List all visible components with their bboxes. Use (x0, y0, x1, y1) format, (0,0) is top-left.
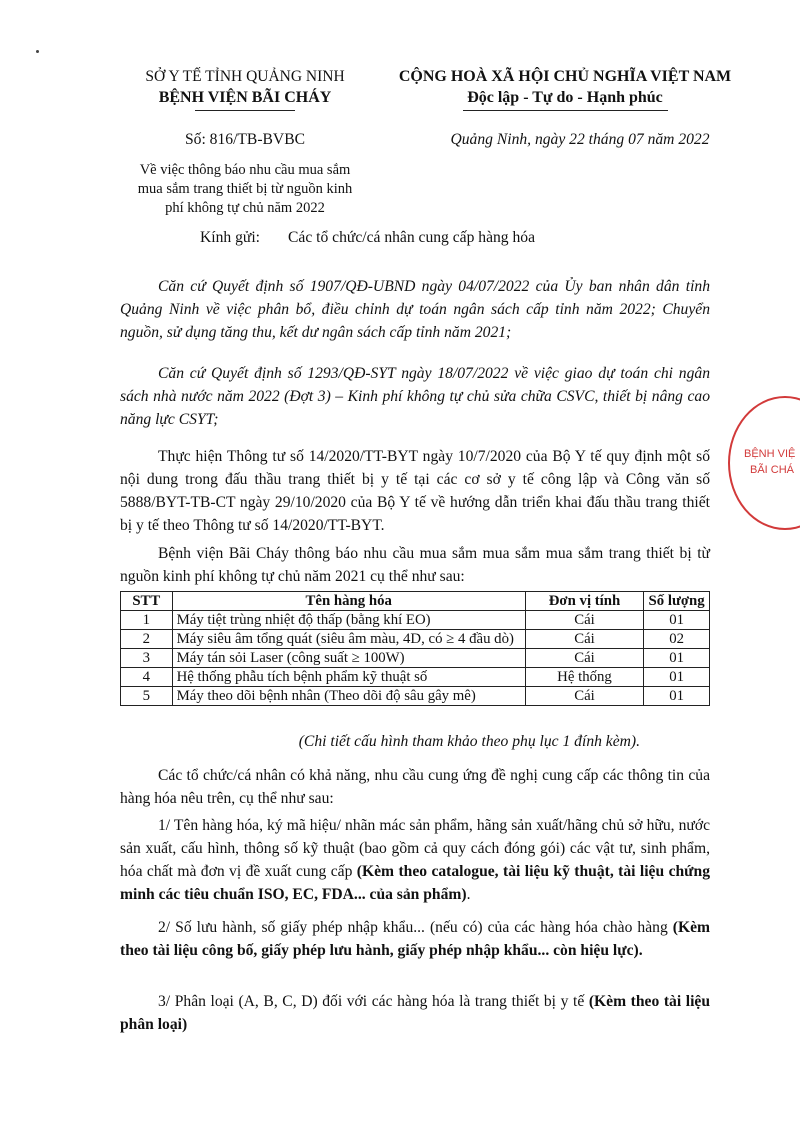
document-date: Quảng Ninh, ngày 22 tháng 07 năm 2022 (450, 131, 710, 148)
requirement-1-bold: (Kèm theo catalogue, tài liệu kỹ thuật, tài liệu chứng minh các tiêu chuẩn ISO, EC, FDA... của sản phẩm) (120, 863, 710, 903)
legal-basis-2: Căn cứ Quyết định số 1293/QĐ-SYT ngày 18/07/2022 về việc giao dự toán chi ngân sách nhà nước năm 2022 (Đợt 3) – Kinh phí không tự chủ sửa chữa CSVC, thiết bị nâng cao năng lực CSYT; (120, 365, 710, 428)
cell-stt: 1 (121, 611, 173, 630)
cell-name: Máy theo dõi bệnh nhân (Theo dõi độ sâu gây mê) (172, 687, 525, 706)
stamp-text: BỆNH VIỆ (744, 448, 796, 460)
recipient-line (200, 229, 535, 247)
document-subject (105, 161, 385, 218)
cell-name: Máy tán sỏi Laser (công suất ≥ 100W) (172, 649, 525, 668)
cell-name: Hệ thống phẫu tích bệnh phẩm kỹ thuật số (172, 668, 525, 687)
requirement-3-text: 3/ Phân loại (A, B, C, D) đối với các hàng hóa là trang thiết bị y tế (158, 993, 589, 1010)
cell-unit: Cái (525, 630, 643, 649)
subject-line: mua sắm trang thiết bị từ nguồn kinh (137, 181, 353, 197)
issuer-org: SỞ Y TẾ TỈNH QUẢNG NINH (145, 68, 345, 85)
header-unit: Đơn vị tính (525, 592, 643, 611)
cell-qty: 01 (644, 611, 710, 630)
table-row (121, 649, 710, 668)
issuer-hospital: BỆNH VIỆN BÃI CHÁY (158, 89, 332, 106)
cell-stt: 2 (121, 630, 173, 649)
requirement-1-text: 1/ Tên hàng hóa, ký mã hiệu/ nhãn mác sản phẩm, hãng sản xuất/hãng chủ sở hữu, nước sản xuất, cấu hình, thông số kỹ thuật (bao gồm cả quy cách đóng gói) các vật tư, sinh phẩm, hóa chất mà đơn vị đề xuất cung cấp (120, 817, 710, 880)
cell-name: Máy tiệt trùng nhiệt độ thấp (bằng khí EO) (172, 611, 525, 630)
issuer-underline (195, 110, 295, 111)
document-number: Số: 816/TB-BVBC (184, 131, 305, 148)
cell-unit: Cái (525, 687, 643, 706)
subject-line: phí không tự chủ năm 2022 (165, 200, 325, 216)
subject-line: Về việc thông báo nhu cầu mua sắm (139, 162, 351, 178)
requirement-1 (120, 814, 710, 906)
cell-qty: 01 (644, 668, 710, 687)
cell-qty: 02 (644, 630, 710, 649)
legal-basis-3: Thực hiện Thông tư số 14/2020/TT-BYT ngày 10/7/2020 của Bộ Y tế quy định một số nội dung trong đấu thầu trang thiết bị y tế tại các cơ sở y tế công lập và Công văn số 5888/BYT-TB-CT ngày 29/10/2020 của Bộ Y tế về hướng dẫn triển khai đấu thầu trang thiết bị y tế theo Thông tư số 14/2020/TT-BYT. (120, 448, 710, 534)
issuer-block (95, 66, 395, 111)
red-seal-stamp (728, 396, 800, 530)
cell-qty: 01 (644, 687, 710, 706)
table-row (121, 668, 710, 687)
table-row (121, 611, 710, 630)
cell-stt: 3 (121, 649, 173, 668)
requirement-2-text: 2/ Số lưu hành, số giấy phép nhập khẩu... (nếu có) của các hàng hóa chào hàng (158, 919, 673, 936)
recipient-value: Các tổ chức/cá nhân cung cấp hàng hóa (288, 229, 536, 246)
national-header (365, 66, 765, 111)
cell-stt: 4 (121, 668, 173, 687)
motto: Độc lập - Tự do - Hạnh phúc (467, 89, 663, 106)
table-header-row (121, 592, 710, 611)
scan-speck (36, 50, 39, 53)
table-row (121, 687, 710, 706)
cell-qty: 01 (644, 649, 710, 668)
requirement-2-bold: (Kèm theo tài liệu công bố, giấy phép lưu hành, giấy phép nhập khẩu... còn hiệu lực). (120, 919, 710, 959)
header-stt: STT (121, 592, 173, 611)
requirement-3 (120, 990, 710, 1036)
cell-unit: Hệ thống (525, 668, 643, 687)
header-name: Tên hàng hóa (172, 592, 525, 611)
requirement-3-bold: (Kèm theo tài liệu phân loại) (120, 993, 710, 1033)
cell-stt: 5 (121, 687, 173, 706)
requirement-2 (120, 916, 710, 962)
country-name: CỘNG HOÀ XÃ HỘI CHỦ NGHĨA VIỆT NAM (398, 68, 732, 85)
header-qty: Số lượng (644, 592, 710, 611)
recipient-label: Kính gửi: (200, 229, 260, 246)
requirement-1-end: . (466, 886, 471, 903)
goods-table (120, 591, 710, 706)
cell-unit: Cái (525, 649, 643, 668)
announcement-intro: Bệnh viện Bãi Cháy thông báo nhu cầu mua sắm mua sắm mua sắm trang thiết bị từ nguồn kinh phí không tự chủ năm 2021 cụ thể như sau: (120, 545, 710, 585)
motto-underline (463, 110, 668, 111)
cell-unit: Cái (525, 611, 643, 630)
table-row (121, 630, 710, 649)
stamp-text: BÃI CHÁ (750, 464, 795, 476)
legal-basis-1: Căn cứ Quyết định số 1907/QĐ-UBND ngày 04/07/2022 của Ủy ban nhân dân tỉnh Quảng Ninh về việc phân bổ, điều chỉnh dự toán ngân sách cấp tỉnh năm 2022; Chuyển nguồn, sử dụng tăng thu, kết dư ngân sách cấp tỉnh năm 2021; (120, 278, 710, 341)
table-note: (Chi tiết cấu hình tham khảo theo phụ lục 1 đính kèm). (298, 733, 640, 750)
cell-name: Máy siêu âm tổng quát (siêu âm màu, 4D, có ≥ 4 đầu dò) (172, 630, 525, 649)
request-intro: Các tổ chức/cá nhân có khả năng, nhu cầu cung ứng đề nghị cung cấp các thông tin của hàng hóa nêu trên, cụ thể như sau: (120, 767, 710, 807)
